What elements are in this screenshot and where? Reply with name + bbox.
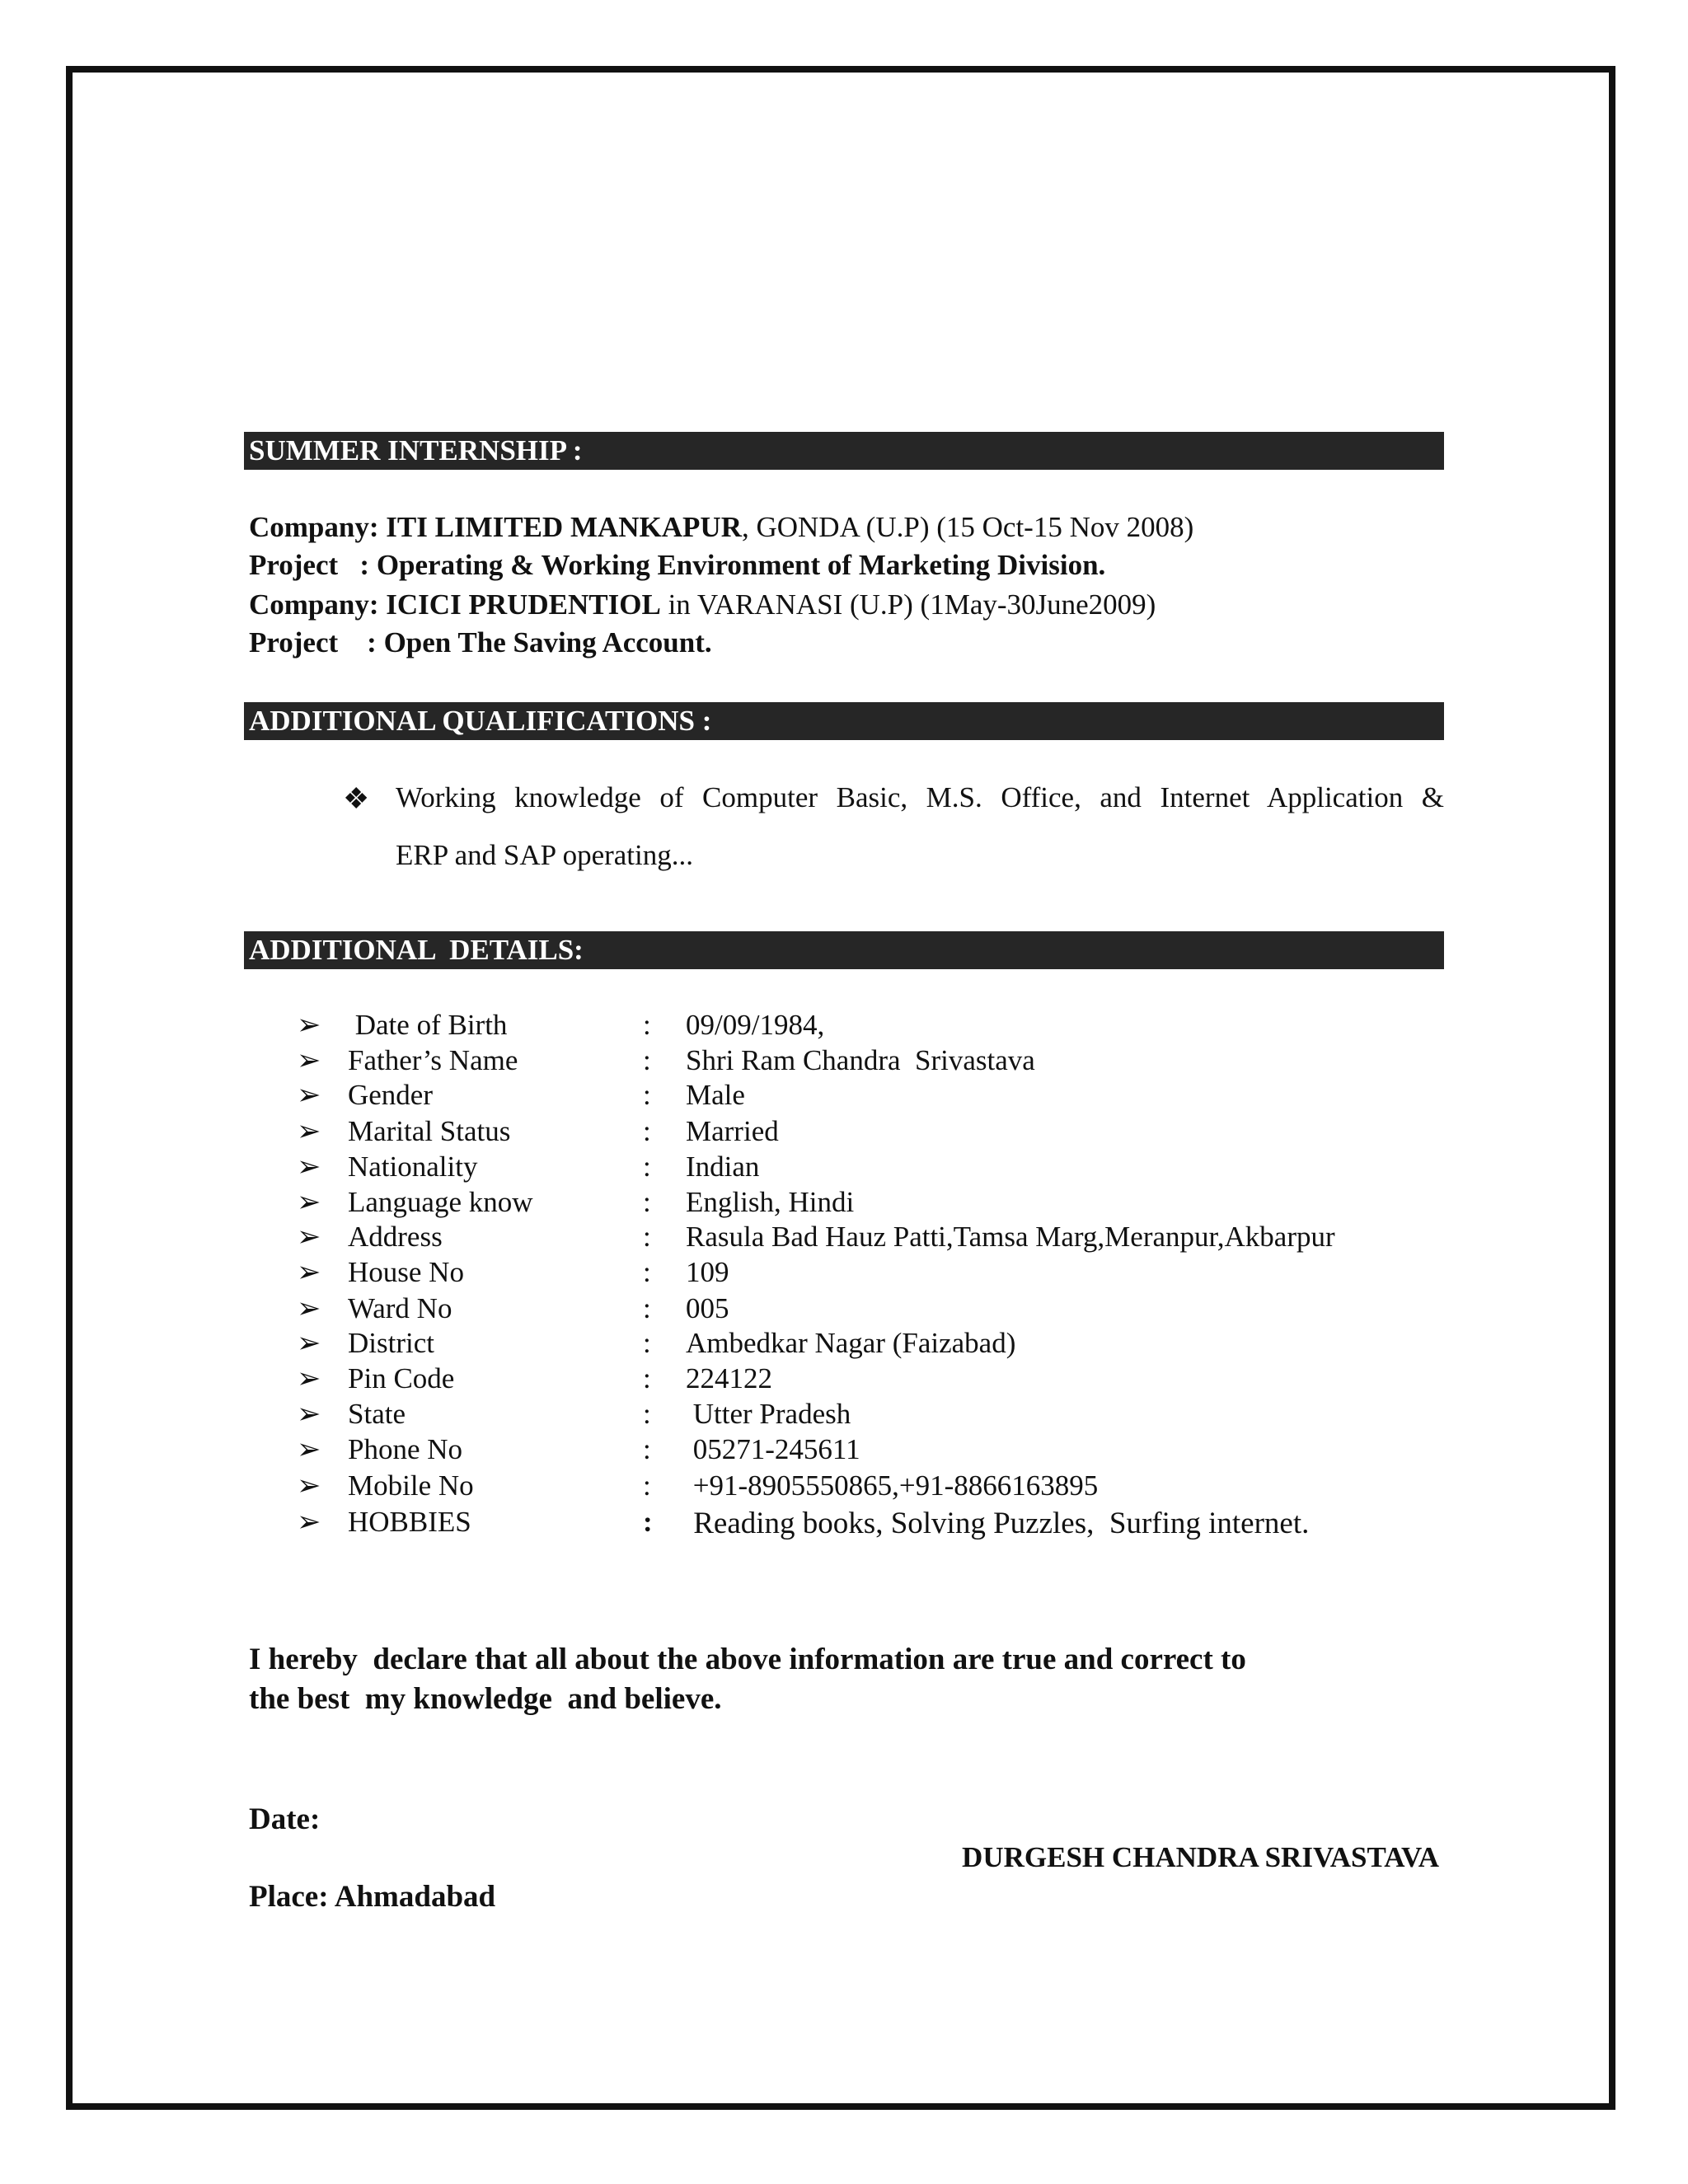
arrow-bullet-icon: ➢ (297, 1469, 321, 1502)
arrow-bullet-icon: ➢ (297, 1221, 321, 1253)
detail-value: 05271-245611 (686, 1433, 860, 1465)
detail-value: 09/09/1984, (686, 1009, 825, 1041)
arrow-bullet-icon: ➢ (297, 1009, 321, 1041)
internship-project-2 (249, 626, 712, 659)
company-name: ITI LIMITED MANKAPUR (386, 511, 742, 543)
detail-value: 005 (686, 1292, 729, 1324)
arrow-bullet-icon: ➢ (297, 1079, 321, 1111)
internship-project-1 (249, 549, 1105, 582)
detail-colon: : (643, 1115, 651, 1147)
detail-colon: : (643, 1221, 651, 1253)
section-header-additional-qualifications: ADDITIONAL QUALIFICATIONS : (244, 702, 1444, 740)
detail-colon: : (643, 1433, 651, 1465)
company-label: Company: (249, 511, 387, 543)
detail-colon: : (643, 1151, 651, 1183)
company-name: ICICI PRUDENTIOL (386, 588, 661, 621)
detail-value: Reading books, Solving Puzzles, Surfing internet. (686, 1507, 1310, 1540)
detail-label: HOBBIES (348, 1506, 471, 1538)
arrow-bullet-icon: ➢ (297, 1115, 321, 1147)
arrow-bullet-icon: ➢ (297, 1506, 321, 1538)
detail-label: Ward No (348, 1292, 452, 1324)
qualification-line-1: Working knowledge of Computer Basic, M.S. Office, and Internet Application & (396, 781, 1444, 813)
detail-label: Pin Code (348, 1362, 455, 1394)
detail-label: District (348, 1327, 434, 1359)
arrow-bullet-icon: ➢ (297, 1151, 321, 1183)
detail-label: Nationality (348, 1151, 478, 1183)
project-text: Open The Saving Account. (383, 626, 712, 658)
detail-label: House No (348, 1256, 464, 1288)
detail-colon: : (643, 1469, 651, 1502)
date-label: Date: (249, 1802, 321, 1836)
detail-colon: : (643, 1079, 651, 1111)
declaration-line-2: the best my knowledge and believe. (249, 1682, 722, 1716)
detail-value: Married (686, 1115, 779, 1147)
detail-label: State (348, 1398, 406, 1430)
section-header-summer-internship: SUMMER INTERNSHIP : (244, 432, 1444, 470)
detail-value: 109 (686, 1256, 729, 1288)
detail-colon: : (643, 1398, 651, 1430)
detail-value: +91-8905550865,+91-8866163895 (686, 1469, 1099, 1502)
arrow-bullet-icon: ➢ (297, 1044, 321, 1076)
detail-colon: : (643, 1009, 651, 1041)
company-label: Company: (249, 588, 387, 621)
detail-colon: : (643, 1327, 651, 1359)
arrow-bullet-icon: ➢ (297, 1327, 321, 1359)
arrow-bullet-icon: ➢ (297, 1398, 321, 1430)
detail-value: Male (686, 1079, 745, 1111)
signature-name: DURGESH CHANDRA SRIVASTAVA (962, 1841, 1439, 1873)
detail-label: Language know (348, 1186, 533, 1218)
arrow-bullet-icon: ➢ (297, 1256, 321, 1288)
detail-label: Phone No (348, 1433, 463, 1465)
project-text: Operating & Working Environment of Marketing Division. (376, 549, 1106, 581)
company-details: in VARANASI (U.P) (1May-30June2009) (660, 588, 1156, 621)
arrow-bullet-icon: ➢ (297, 1186, 321, 1218)
detail-colon: : (643, 1044, 651, 1076)
detail-value: Ambedkar Nagar (Faizabad) (686, 1327, 1016, 1359)
detail-label: Gender (348, 1079, 434, 1111)
detail-colon: : (643, 1506, 653, 1538)
detail-value: Shri Ram Chandra Srivastava (686, 1044, 1035, 1076)
detail-label: Marital Status (348, 1115, 511, 1147)
internship-company-2 (249, 588, 1156, 621)
declaration-line-1: I hereby declare that all about the above information are true and correct to (249, 1643, 1246, 1676)
arrow-bullet-icon: ➢ (297, 1292, 321, 1324)
detail-value: English, Hindi (686, 1186, 855, 1218)
arrow-bullet-icon: ➢ (297, 1433, 321, 1465)
detail-value: 224122 (686, 1362, 772, 1394)
arrow-bullet-icon: ➢ (297, 1362, 321, 1394)
detail-label: Date of Birth (348, 1009, 508, 1041)
section-header-additional-details: ADDITIONAL DETAILS: (244, 931, 1444, 969)
detail-colon: : (643, 1362, 651, 1394)
detail-colon: : (643, 1186, 651, 1218)
detail-value: Indian (686, 1151, 760, 1183)
project-label: Project : (249, 549, 377, 581)
company-details: , GONDA (U.P) (15 Oct-15 Nov 2008) (741, 511, 1194, 543)
project-label: Project : (249, 626, 384, 658)
detail-value: Rasula Bad Hauz Patti,Tamsa Marg,Meranpur,Akbarpur (686, 1221, 1335, 1253)
diamond-bullet-icon: ❖ (343, 782, 370, 815)
qualification-line-2: ERP and SAP operating... (396, 839, 694, 871)
detail-colon: : (643, 1256, 651, 1288)
detail-colon: : (643, 1292, 651, 1324)
detail-label: Address (348, 1221, 443, 1253)
place-label: Place: Ahmadabad (249, 1880, 496, 1914)
detail-label: Father’s Name (348, 1044, 518, 1076)
internship-company-1 (249, 511, 1193, 544)
detail-value: Utter Pradesh (686, 1398, 851, 1430)
detail-label: Mobile No (348, 1469, 474, 1502)
